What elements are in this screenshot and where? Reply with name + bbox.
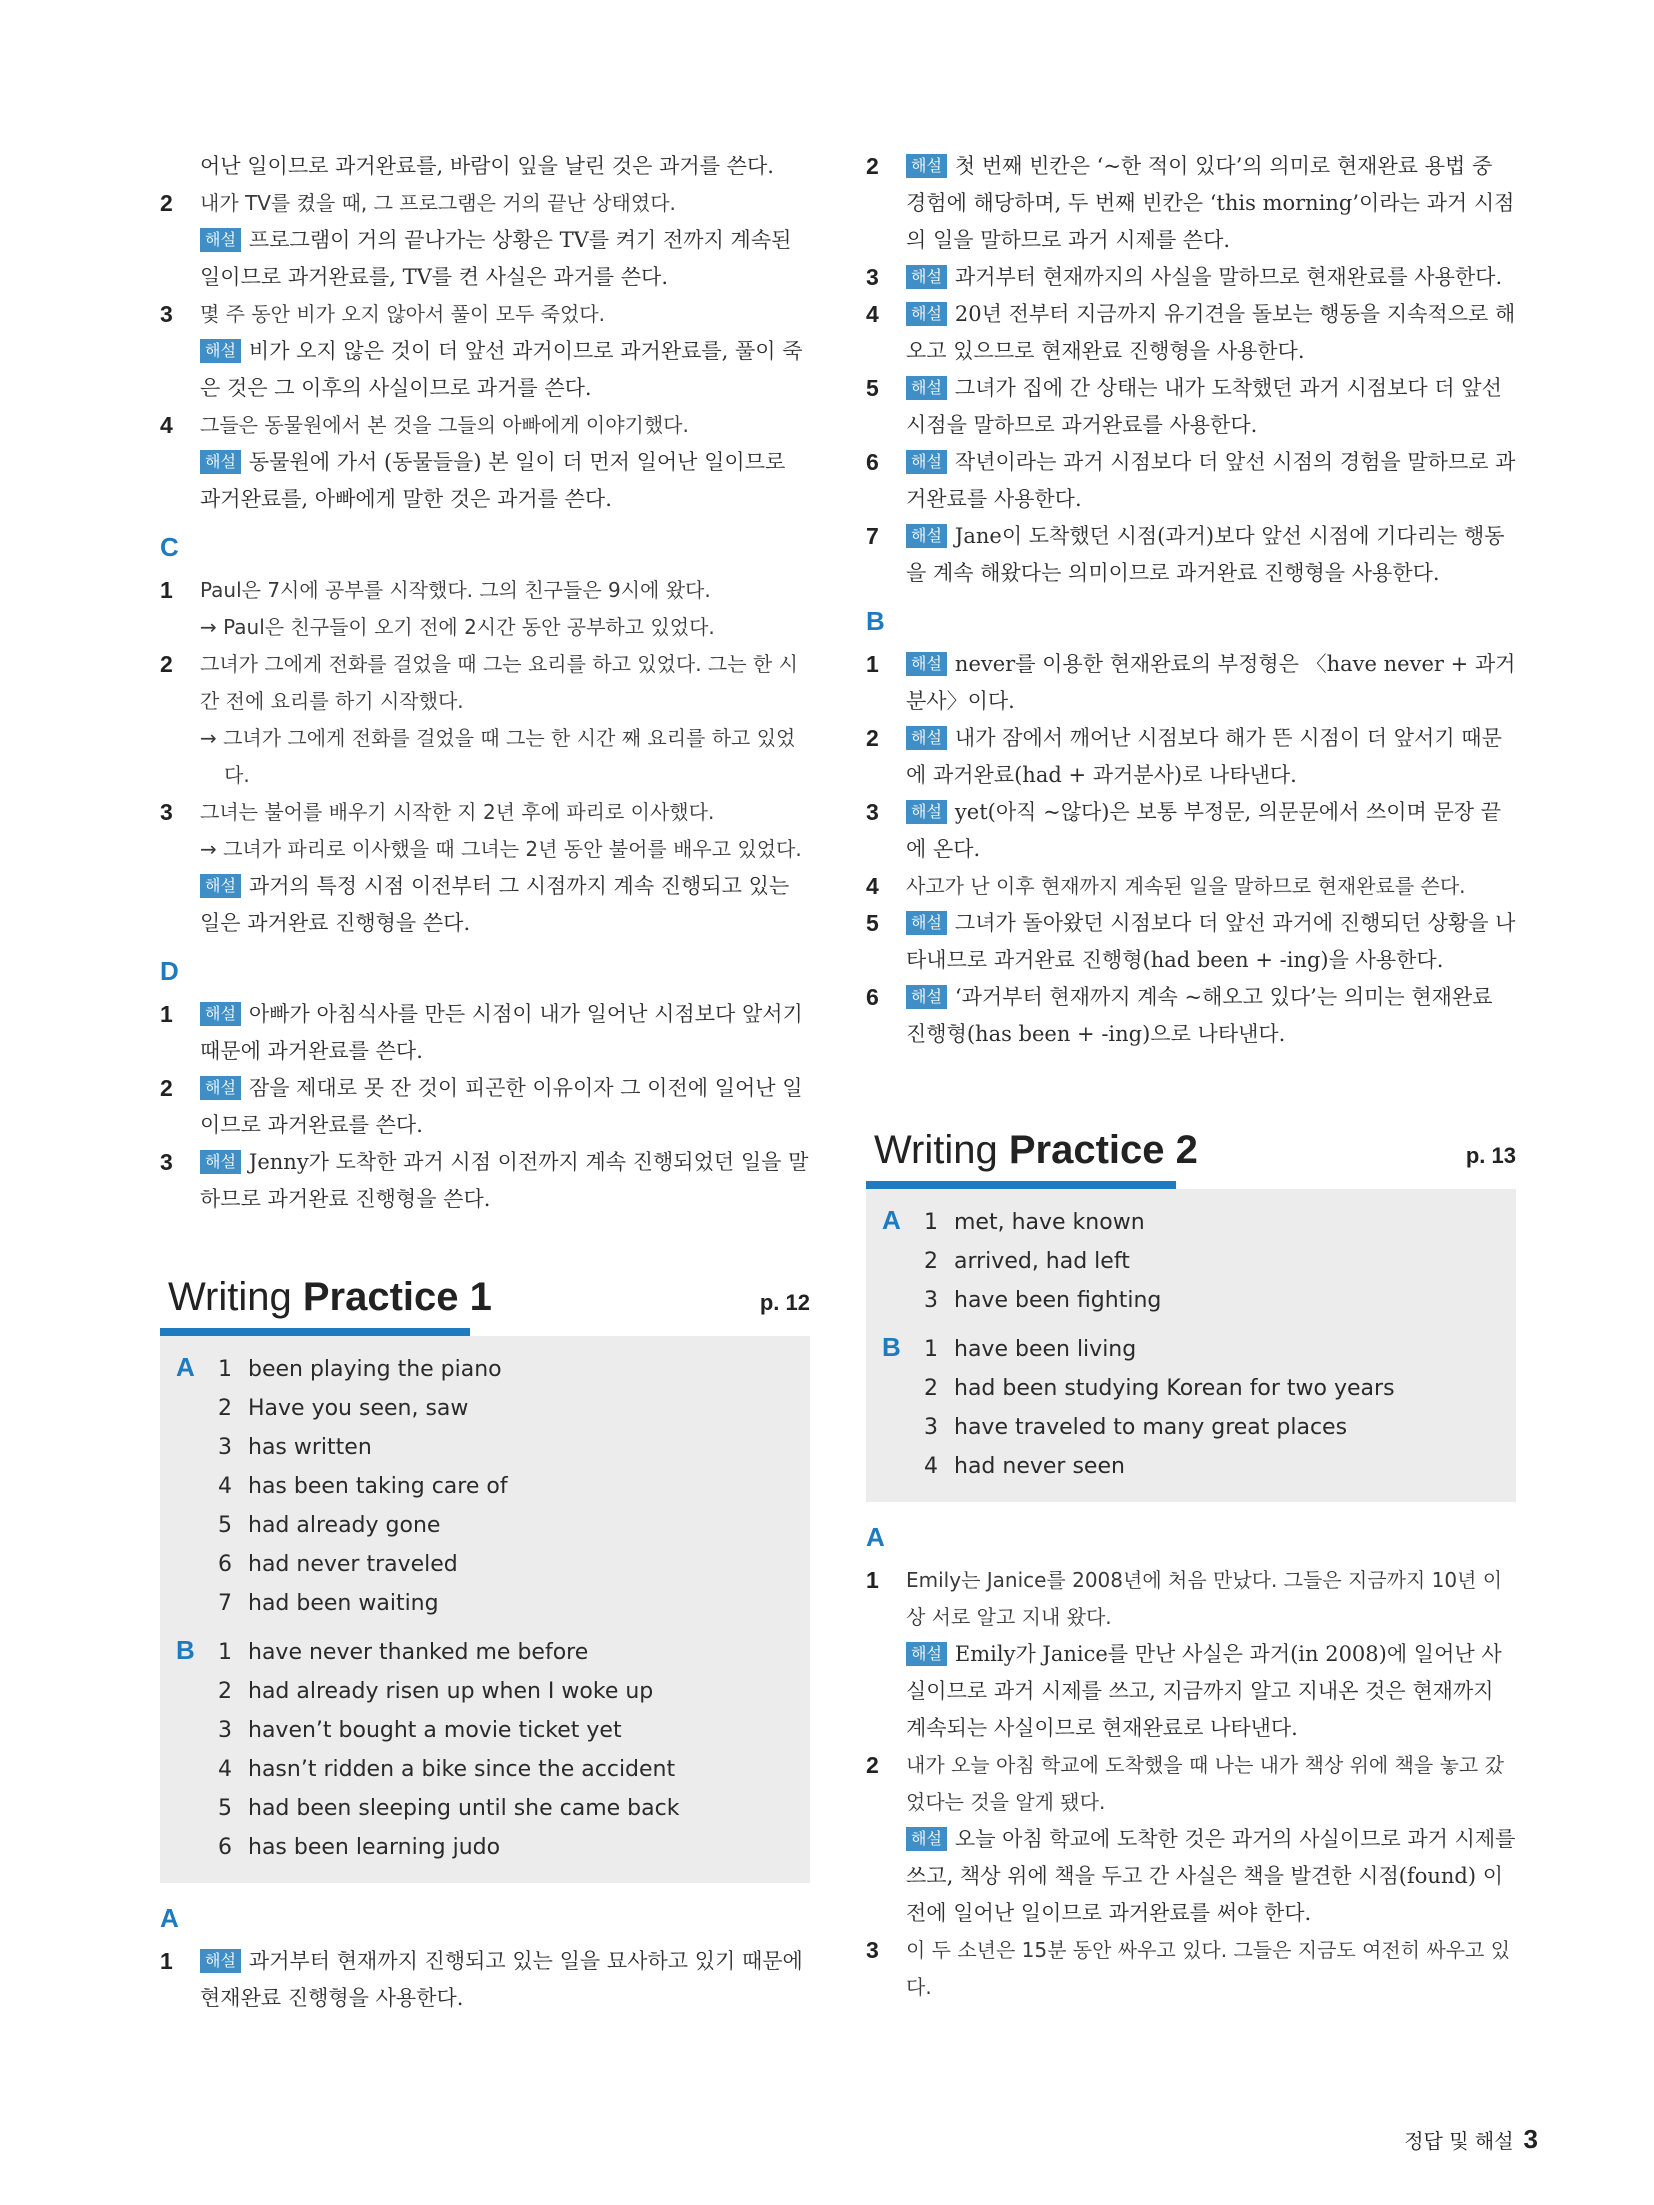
explanation-tag: 해설 bbox=[906, 1642, 947, 1666]
item-number: 6 bbox=[866, 984, 879, 1010]
rewrite-sentence: → 그녀가 파리로 이사했을 때 그녀는 2년 동안 불어를 배우고 있었다. bbox=[200, 837, 802, 861]
answer-row bbox=[924, 1281, 1516, 1320]
list-item bbox=[866, 1932, 1516, 2006]
sentence: 그녀는 불어를 배우기 시작한 지 2년 후에 파리로 이사했다. bbox=[200, 800, 715, 824]
group-letter: B bbox=[882, 1332, 901, 1362]
answer-row bbox=[218, 1672, 810, 1711]
answer-text: had already gone bbox=[248, 1513, 441, 1538]
answer-row bbox=[924, 1242, 1516, 1281]
rewrite-sentence: → 그녀가 그에게 전화를 걸었을 때 그는 한 시간 째 요리를 하고 있었다. bbox=[200, 726, 796, 787]
answer-group-b bbox=[160, 1633, 810, 1867]
explanation-tag: 해설 bbox=[906, 985, 947, 1009]
answer-text: Have you seen, saw bbox=[248, 1396, 469, 1421]
list-item bbox=[866, 868, 1516, 905]
explanation: 그녀가 집에 간 상태는 내가 도착했던 과거 시점보다 더 앞선 시점을 말하므로 과거완료를 사용한다. bbox=[906, 376, 1502, 437]
intro-text: 어난 일이므로 과거완료를, 바람이 잎을 날린 것은 과거를 쓴다. bbox=[200, 154, 774, 178]
explanation-tag: 해설 bbox=[200, 450, 241, 474]
item-number: 3 bbox=[866, 1937, 879, 1963]
explanation: 아빠가 아침식사를 만든 시점이 내가 일어난 시점보다 앞서기 때문에 과거완료를 쓴다. bbox=[200, 1002, 803, 1063]
section-letter-a: A bbox=[160, 1903, 179, 1933]
explanation: 내가 잠에서 깨어난 시점보다 해가 뜬 시점이 더 앞서기 때문에 과거완료(had + 과거분사)로 나타낸다. bbox=[906, 726, 1502, 787]
answer-text: had been sleeping until she came back bbox=[248, 1796, 680, 1821]
item-number: 5 bbox=[866, 375, 879, 401]
answer-text: has been taking care of bbox=[248, 1474, 508, 1499]
answer-number: 5 bbox=[218, 1796, 232, 1821]
sentence: Paul은 7시에 공부를 시작했다. 그의 친구들은 9시에 왔다. bbox=[200, 578, 711, 602]
answer-row bbox=[218, 1467, 810, 1506]
sentence: 그녀가 그에게 전화를 걸었을 때 그는 요리를 하고 있었다. 그는 한 시간 전에 요리를 하기 시작했다. bbox=[200, 652, 798, 713]
answer-number: 6 bbox=[218, 1835, 232, 1860]
group-letter: B bbox=[176, 1635, 195, 1665]
list-item bbox=[160, 1144, 810, 1218]
answer-text: have been living bbox=[954, 1337, 1137, 1362]
title-light: Writing bbox=[168, 1275, 292, 1319]
explanation-tag: 해설 bbox=[200, 1076, 241, 1100]
item-number: 1 bbox=[160, 1948, 173, 1974]
explanation: 첫 번째 빈칸은 ‘~한 적이 있다’의 의미로 현재완료 용법 중 경험에 해당하며, 두 번째 빈칸은 ‘this morning’이라는 과거 시점의 일을 말하므로 과거 시제를 쓴다. bbox=[906, 154, 1515, 252]
explanation-tag: 해설 bbox=[906, 450, 947, 474]
sentence: Emily는 Janice를 2008년에 처음 만났다. 그들은 지금까지 10년 이상 서로 알고 지내 왔다. bbox=[906, 1568, 1503, 1629]
page-number: 3 bbox=[1523, 2124, 1538, 2154]
sentence: 내가 TV를 켰을 때, 그 프로그램은 거의 끝난 상태였다. bbox=[200, 191, 676, 215]
writing-practice-2-header bbox=[866, 1111, 1516, 1189]
answer-number: 3 bbox=[924, 1288, 938, 1313]
answer-number: 4 bbox=[924, 1454, 938, 1479]
answer-text: has written bbox=[248, 1435, 372, 1460]
answer-row bbox=[218, 1506, 810, 1545]
answer-row bbox=[218, 1633, 810, 1672]
item-number: 2 bbox=[866, 725, 879, 751]
item-number: 7 bbox=[866, 523, 879, 549]
explanation: yet(아직 ~않다)은 보통 부정문, 의문문에서 쓰이며 문장 끝에 온다. bbox=[906, 800, 1502, 861]
section-letter-a: A bbox=[866, 1522, 885, 1552]
explanation-tag: 해설 bbox=[906, 265, 947, 289]
answer-group-b bbox=[866, 1330, 1516, 1486]
explanation: 작년이라는 과거 시점보다 더 앞선 시점의 경험을 말하므로 과거완료를 사용한다. bbox=[906, 450, 1516, 511]
answer-row bbox=[218, 1545, 810, 1584]
list-item bbox=[160, 572, 810, 646]
page-footer bbox=[1404, 2124, 1538, 2155]
explanation-tag: 해설 bbox=[906, 524, 947, 548]
item-number: 3 bbox=[160, 799, 173, 825]
explanation-tag: 해설 bbox=[906, 652, 947, 676]
answer-row bbox=[924, 1408, 1516, 1447]
explanation-tag: 해설 bbox=[200, 1150, 241, 1174]
answer-row bbox=[218, 1711, 810, 1750]
answer-text: have been fighting bbox=[954, 1288, 1162, 1313]
right-column bbox=[866, 148, 1516, 2006]
answer-text: have never thanked me before bbox=[248, 1640, 589, 1665]
explanation: 프로그램이 거의 끝나가는 상황은 TV를 켜기 전까지 계속된 일이므로 과거완료를, TV를 켠 사실은 과거를 쓴다. bbox=[200, 228, 792, 289]
page-reference: p. 12 bbox=[759, 1290, 810, 1315]
title-light: Writing bbox=[874, 1128, 998, 1172]
list-item bbox=[160, 1943, 810, 2017]
explanation-tag: 해설 bbox=[200, 228, 241, 252]
left-column bbox=[160, 148, 810, 2017]
list-item bbox=[866, 794, 1516, 868]
answer-text: had been waiting bbox=[248, 1591, 439, 1616]
answer-text: haven’t bought a movie ticket yet bbox=[248, 1718, 622, 1743]
title-underline bbox=[160, 1328, 470, 1336]
explanation-tag: 해설 bbox=[906, 376, 947, 400]
answer-number: 2 bbox=[218, 1396, 232, 1421]
answer-number: 3 bbox=[218, 1435, 232, 1460]
item-number: 4 bbox=[866, 873, 879, 899]
writing-practice-1-header bbox=[160, 1258, 810, 1336]
answer-number: 1 bbox=[924, 1337, 938, 1362]
answer-number: 3 bbox=[924, 1415, 938, 1440]
list-item bbox=[160, 185, 810, 296]
title-bold: Practice 1 bbox=[302, 1275, 492, 1319]
section-title bbox=[874, 1128, 1198, 1173]
explanation-tag: 해설 bbox=[906, 800, 947, 824]
explanation: Jenny가 도착한 과거 시점 이전까지 계속 진행되었던 일을 말하므로 과거완료 진행형을 쓴다. bbox=[200, 1150, 809, 1211]
answer-row bbox=[924, 1447, 1516, 1486]
answer-text: has been learning judo bbox=[248, 1835, 501, 1860]
sentence: 사고가 난 이후 현재까지 계속된 일을 말하므로 현재완료를 쓴다. bbox=[906, 874, 1466, 898]
explanation-tag: 해설 bbox=[906, 302, 947, 326]
explanation: 20년 전부터 지금까지 유기견을 돌보는 행동을 지속적으로 해오고 있으므로 현재완료 진행형을 사용한다. bbox=[906, 302, 1516, 363]
explanation-tag: 해설 bbox=[200, 1002, 241, 1026]
intro-line bbox=[160, 148, 810, 185]
answer-number: 3 bbox=[218, 1718, 232, 1743]
answer-number: 2 bbox=[218, 1679, 232, 1704]
answer-number: 4 bbox=[218, 1474, 232, 1499]
explanation-tag: 해설 bbox=[906, 726, 947, 750]
explanation: 그녀가 돌아왔던 시점보다 더 앞선 과거에 진행되던 상황을 나타내므로 과거완료 진행형(had been + -ing)을 사용한다. bbox=[906, 911, 1516, 972]
answer-number: 1 bbox=[218, 1357, 232, 1382]
answer-text: hasn’t ridden a bike since the accident bbox=[248, 1757, 676, 1782]
item-number: 3 bbox=[866, 799, 879, 825]
item-number: 6 bbox=[866, 449, 879, 475]
page-reference: p. 13 bbox=[1465, 1143, 1516, 1168]
answer-row bbox=[924, 1203, 1516, 1242]
explanation: 과거부터 현재까지의 사실을 말하므로 현재완료를 사용한다. bbox=[954, 265, 1503, 289]
answer-number: 1 bbox=[924, 1210, 938, 1235]
item-number: 2 bbox=[160, 651, 173, 677]
answer-text: had never traveled bbox=[248, 1552, 458, 1577]
footer-label: 정답 및 해설 bbox=[1404, 2129, 1514, 2153]
answer-text: had never seen bbox=[954, 1454, 1125, 1479]
sentence: 그들은 동물원에서 본 것을 그들의 아빠에게 이야기했다. bbox=[200, 413, 689, 437]
item-number: 1 bbox=[160, 577, 173, 603]
list-item bbox=[866, 1562, 1516, 1747]
item-number: 3 bbox=[866, 264, 879, 290]
answer-text: met, have known bbox=[954, 1210, 1145, 1235]
item-number: 4 bbox=[160, 412, 173, 438]
list-item bbox=[160, 794, 810, 942]
item-number: 5 bbox=[866, 910, 879, 936]
explanation: 과거부터 현재까지 진행되고 있는 일을 묘사하고 있기 때문에 현재완료 진행형을 사용한다. bbox=[200, 1949, 803, 2010]
title-underline bbox=[866, 1181, 1176, 1189]
explanation-tag: 해설 bbox=[906, 154, 947, 178]
answer-text: have traveled to many great places bbox=[954, 1415, 1348, 1440]
section-letter-c: C bbox=[160, 532, 179, 562]
item-number: 3 bbox=[160, 301, 173, 327]
explanation: Jane이 도착했던 시점(과거)보다 앞선 시점에 기다리는 행동을 계속 해왔다는 의미이므로 과거완료 진행형을 사용한다. bbox=[906, 524, 1505, 585]
list-item bbox=[866, 518, 1516, 592]
item-number: 4 bbox=[866, 301, 879, 327]
list-item bbox=[866, 720, 1516, 794]
answer-number: 7 bbox=[218, 1591, 232, 1616]
list-item bbox=[866, 148, 1516, 259]
answer-text: been playing the piano bbox=[248, 1357, 502, 1382]
section-letter-d: D bbox=[160, 956, 179, 986]
answer-number: 6 bbox=[218, 1552, 232, 1577]
item-number: 1 bbox=[866, 651, 879, 677]
item-number: 2 bbox=[160, 190, 173, 216]
explanation: 동물원에 가서 (동물들을) 본 일이 더 먼저 일어난 일이므로 과거완료를, 아빠에게 말한 것은 과거를 쓴다. bbox=[200, 450, 786, 511]
explanation-tag: 해설 bbox=[906, 1827, 947, 1851]
item-number: 3 bbox=[160, 1149, 173, 1175]
item-number: 2 bbox=[866, 153, 879, 179]
answer-row bbox=[218, 1428, 810, 1467]
answer-number: 1 bbox=[218, 1640, 232, 1665]
rewrite-sentence: → Paul은 친구들이 오기 전에 2시간 동안 공부하고 있었다. bbox=[200, 615, 715, 639]
answer-box bbox=[866, 1189, 1516, 1502]
answer-number: 2 bbox=[924, 1376, 938, 1401]
sentence: 이 두 소년은 15분 동안 싸우고 있다. 그들은 지금도 여전히 싸우고 있다. bbox=[906, 1938, 1511, 1999]
answer-group-a bbox=[866, 1203, 1516, 1320]
list-item bbox=[866, 979, 1516, 1053]
explanation: never를 이용한 현재완료의 부정형은 〈have never + 과거분사〉이다. bbox=[906, 652, 1516, 713]
answer-number: 5 bbox=[218, 1513, 232, 1538]
list-item bbox=[866, 259, 1516, 296]
list-item bbox=[866, 296, 1516, 370]
list-item bbox=[866, 444, 1516, 518]
answer-row bbox=[218, 1584, 810, 1623]
item-number: 1 bbox=[160, 1001, 173, 1027]
list-item bbox=[866, 905, 1516, 979]
answer-row bbox=[218, 1789, 810, 1828]
explanation: 비가 오지 않은 것이 더 앞선 과거이므로 과거완료를, 풀이 죽은 것은 그 이후의 사실이므로 과거를 쓴다. bbox=[200, 339, 803, 400]
answer-text: arrived, had left bbox=[954, 1249, 1130, 1274]
title-bold: Practice 2 bbox=[1008, 1128, 1198, 1172]
list-item bbox=[160, 1070, 810, 1144]
explanation: 과거의 특정 시점 이전부터 그 시점까지 계속 진행되고 있는 일은 과거완료 진행형을 쓴다. bbox=[200, 874, 790, 935]
answer-row bbox=[924, 1330, 1516, 1369]
explanation-tag: 해설 bbox=[200, 874, 241, 898]
section-letter-b: B bbox=[866, 606, 885, 636]
section-title bbox=[168, 1275, 492, 1320]
list-item bbox=[160, 407, 810, 518]
list-item bbox=[866, 1747, 1516, 1932]
answer-number: 2 bbox=[924, 1249, 938, 1274]
answer-row bbox=[218, 1750, 810, 1789]
item-number: 2 bbox=[160, 1075, 173, 1101]
list-item bbox=[866, 646, 1516, 720]
item-number: 2 bbox=[866, 1752, 879, 1778]
sentence: 몇 주 동안 비가 오지 않아서 풀이 모두 죽었다. bbox=[200, 302, 605, 326]
list-item bbox=[160, 646, 810, 794]
group-letter: A bbox=[882, 1205, 901, 1235]
explanation-tag: 해설 bbox=[906, 911, 947, 935]
explanation-tag: 해설 bbox=[200, 339, 241, 363]
answer-row bbox=[218, 1828, 810, 1867]
answer-text: had already risen up when I woke up bbox=[248, 1679, 654, 1704]
explanation: 잠을 제대로 못 잔 것이 피곤한 이유이자 그 이전에 일어난 일이므로 과거완료를 쓴다. bbox=[200, 1076, 803, 1137]
explanation: ‘과거부터 현재까지 계속 ~해오고 있다’는 의미는 현재완료 진행형(has been + -ing)으로 나타낸다. bbox=[906, 985, 1493, 1046]
answer-text: had been studying Korean for two years bbox=[954, 1376, 1395, 1401]
answer-row bbox=[218, 1389, 810, 1428]
group-letter: A bbox=[176, 1352, 195, 1382]
explanation: Emily가 Janice를 만난 사실은 과거(in 2008)에 일어난 사실이므로 과거 시제를 쓰고, 지금까지 알고 지내온 것은 현재까지 계속되는 사실이므로 현재완료로 나타낸다. bbox=[906, 1642, 1502, 1740]
item-number: 1 bbox=[866, 1567, 879, 1593]
answer-number: 4 bbox=[218, 1757, 232, 1782]
answer-row bbox=[924, 1369, 1516, 1408]
sentence: 내가 오늘 아침 학교에 도착했을 때 나는 내가 책상 위에 책을 놓고 갔었다는 것을 알게 됐다. bbox=[906, 1753, 1504, 1814]
answer-group-a bbox=[160, 1350, 810, 1623]
answer-box bbox=[160, 1336, 810, 1883]
list-item bbox=[160, 996, 810, 1070]
answer-row bbox=[218, 1350, 810, 1389]
explanation: 오늘 아침 학교에 도착한 것은 과거의 사실이므로 과거 시제를 쓰고, 책상 위에 책을 두고 간 사실은 책을 발견한 시점(found) 이전에 일어난 일이므로 과거완료를 써야 한다. bbox=[906, 1827, 1516, 1925]
list-item bbox=[866, 370, 1516, 444]
list-item bbox=[160, 296, 810, 407]
explanation-tag: 해설 bbox=[200, 1949, 241, 1973]
